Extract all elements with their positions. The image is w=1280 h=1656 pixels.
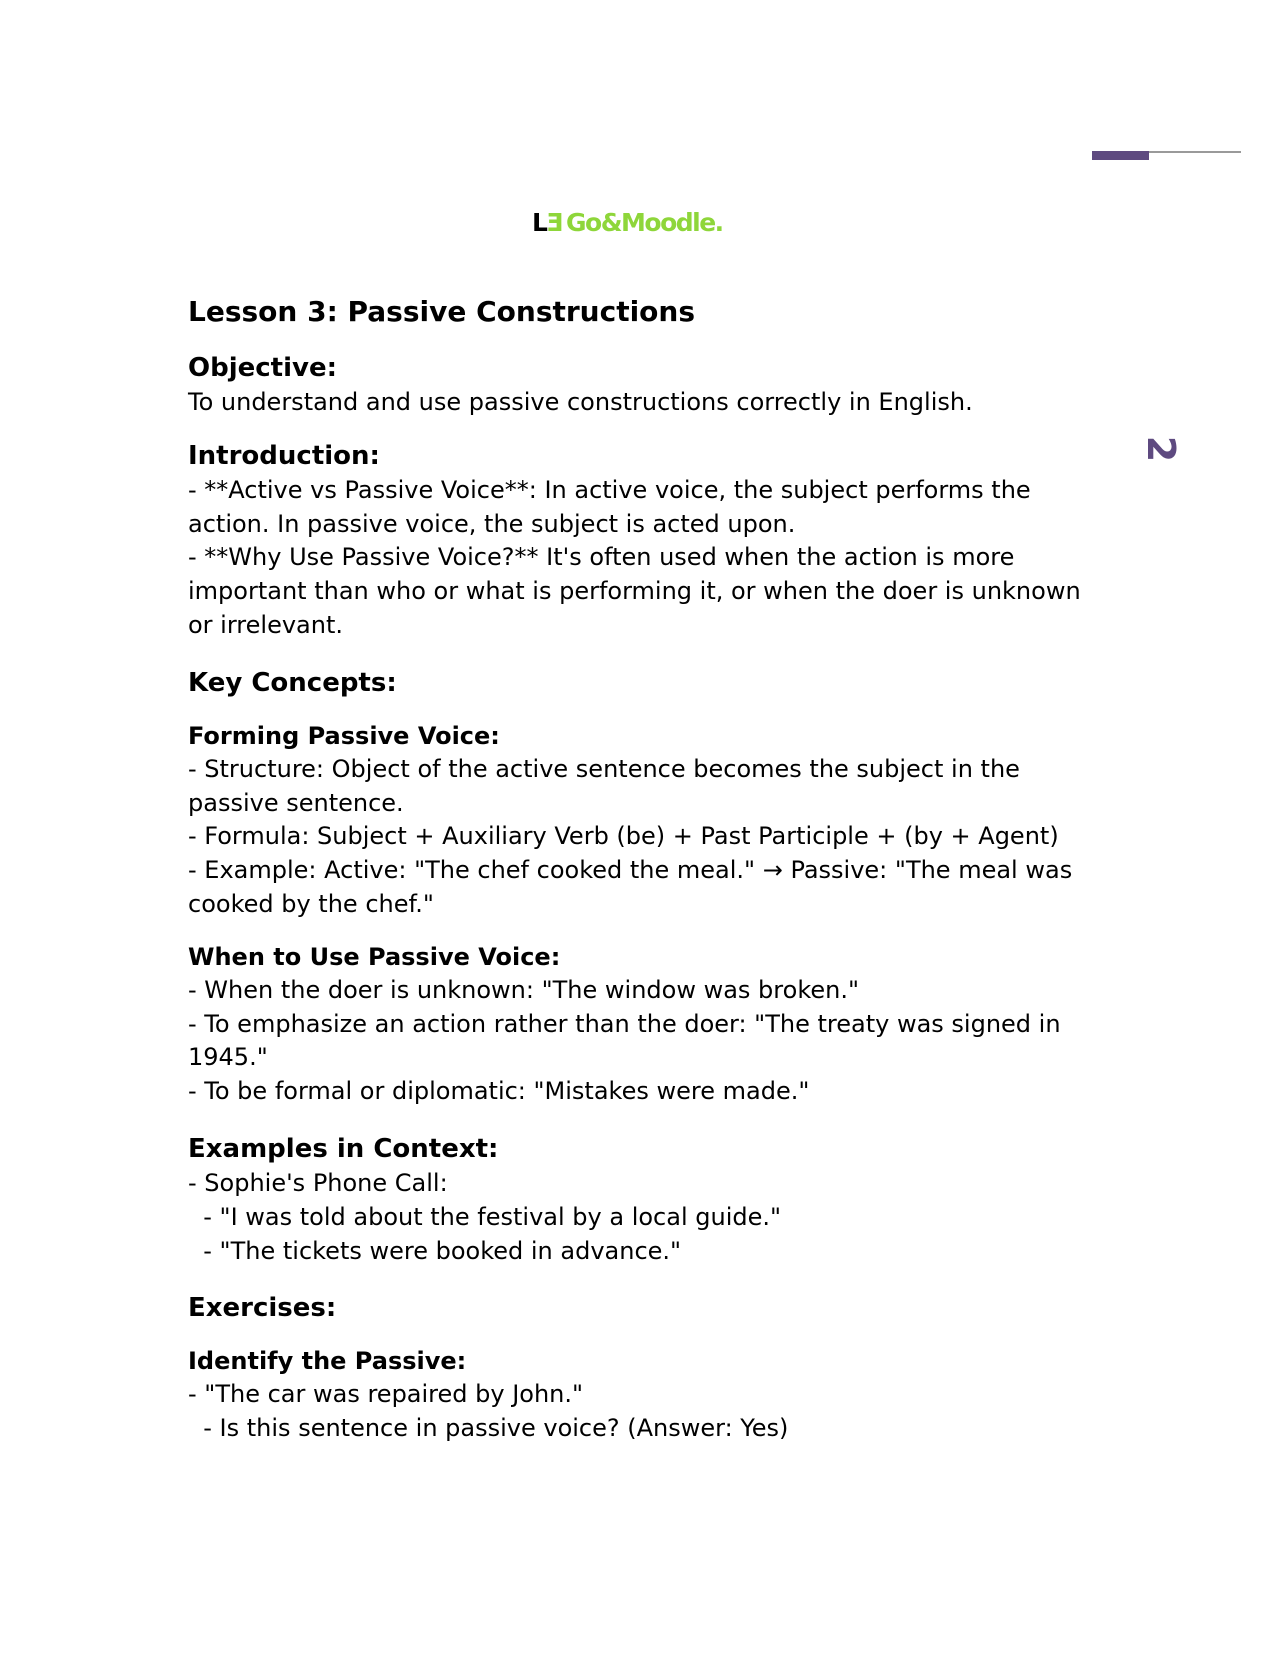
- objective-text: To understand and use passive constructions correctly in English.: [188, 388, 973, 416]
- when-to-use-line: - When the doer is unknown: "The window was broken.": [188, 975, 860, 1004]
- logo-wordmark: Go&Moodle.: [566, 207, 723, 237]
- header-accent-bar: [1092, 151, 1149, 160]
- logo-letter-e: E: [548, 207, 565, 237]
- objective-heading: Objective:: [188, 353, 337, 383]
- forming-passive-line: - Structure: Object of the active sentence becomes the subject in the passive sentence.: [188, 754, 1028, 817]
- when-to-use-heading: When to Use Passive Voice:: [188, 942, 561, 971]
- examples-line: - "The tickets were booked in advance.": [188, 1236, 682, 1265]
- key-concepts-heading: Key Concepts:: [188, 667, 397, 698]
- page-number: 2: [1139, 435, 1184, 463]
- forming-passive-line: - Formula: Subject + Auxiliary Verb (be) + Past Participle + (by + Agent): [188, 822, 1059, 851]
- when-to-use-line: - To emphasize an action rather than the doer: "The treaty was signed in 1945.": [188, 1009, 1069, 1072]
- introduction-heading: Introduction:: [188, 440, 380, 471]
- logo-letter-l: L: [532, 207, 547, 237]
- introduction-line: - **Active vs Passive Voice**: In active voice, the subject performs the action. In passive voice, the subject is acted upon.: [188, 475, 1039, 538]
- examples-line: - Sophie's Phone Call:: [188, 1168, 448, 1197]
- examples-line: - "I was told about the festival by a local guide.": [188, 1202, 782, 1231]
- introduction-line: - **Why Use Passive Voice?** It's often used when the action is more important than who or what is performing it, or when the doer is unknown or irrelevant.: [188, 543, 1089, 639]
- when-to-use-line: - To be formal or diplomatic: "Mistakes were made.": [188, 1077, 810, 1106]
- identify-passive-line: - "The car was repaired by John.": [188, 1380, 584, 1409]
- document-body: [188, 292, 1088, 1446]
- examples-heading: Examples in Context:: [188, 1133, 499, 1164]
- header-rule: [1149, 151, 1241, 153]
- identify-passive-line: - Is this sentence in passive voice? (Answer: Yes): [188, 1414, 789, 1443]
- exercises-heading: Exercises:: [188, 1293, 337, 1324]
- page-title: Lesson 3: Passive Constructions: [188, 295, 696, 328]
- forming-passive-line: - Example: Active: "The chef cooked the meal." → Passive: "The meal was cooked by the chef.": [188, 856, 1080, 918]
- identify-passive-heading: Identify the Passive:: [188, 1347, 467, 1376]
- logo: [532, 206, 723, 238]
- forming-passive-heading: Forming Passive Voice:: [188, 721, 500, 750]
